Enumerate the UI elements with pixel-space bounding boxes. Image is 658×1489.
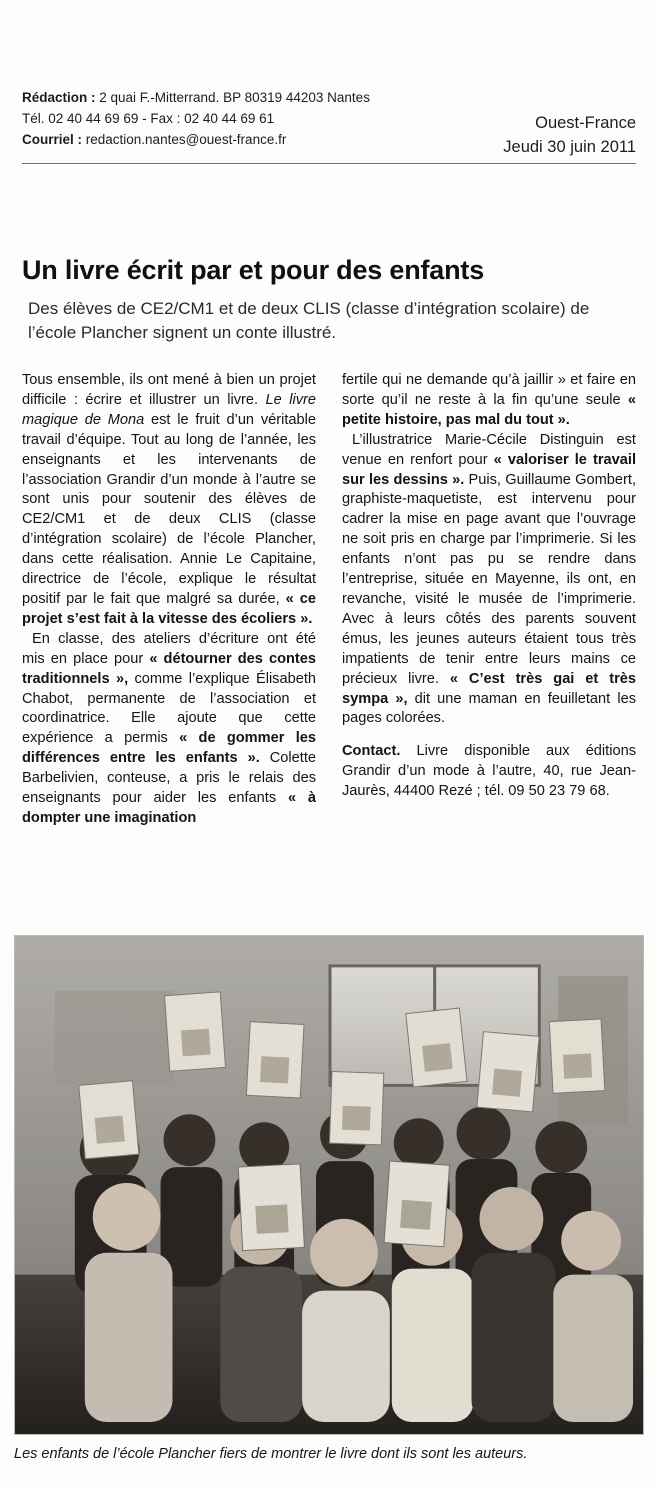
article-photo — [14, 935, 644, 1435]
courriel-value: redaction.nantes@ouest-france.fr — [82, 131, 287, 147]
paragraph — [342, 431, 636, 730]
article-standfirst: Des élèves de CE2/CM1 et de deux CLIS (classe d’intégration scolaire) de l’école Plancher signent un conte illustré. — [28, 299, 590, 343]
paragraph — [22, 630, 316, 829]
text-run: En classe, des ateliers d’écriture ont été mis en place pour — [22, 630, 316, 667]
quote-run: « valoriser le travail sur les dessins ». — [342, 451, 636, 488]
quote-run: « à dompter une imagination — [22, 790, 316, 826]
text-run: dit une maman en feuilletant les pages colorées. — [342, 690, 636, 727]
photo-illustration — [15, 936, 643, 1434]
text-run: Colette Barbelivien, conteuse, a pris le relais des enseignants pour aider les enfants — [22, 750, 317, 807]
contact-paragraph — [342, 742, 636, 802]
text-run: comme l’explique Élisabeth Chabot, permanente de l’association et coordinatrice. Elle ajoute que cette expérience a permis — [22, 670, 316, 747]
text-run: Puis, Guillaume Gombert, graphiste-maquetiste, est intervenu pour cadrer la mise en page avant que l’ouvrage ne soit pris en charge par l’imprimerie. Si les enfants n’ont pas pu se rendre dans l’entreprise, située en Mayenne, ils ont, en revanche, visité le musée de l’imprimerie. Avec à leurs côtés des parents souvent émus, les jeunes auteurs étaient tous très impatients de tenir entre leurs mains ce précieux livre. — [342, 471, 637, 687]
paper-name: Ouest-France — [535, 114, 636, 132]
redaction-label: Rédaction : — [22, 90, 96, 105]
masthead-contact-block — [22, 88, 370, 151]
text-run: est le fruit d’un véritable travail d’équipe. Tout au long de l’année, les enseignants et les intervenants de l’association Grandir d’un monde à l’autre se sont unis pour soutenir des élèves de CE2/CM1 et de deux CLIS (classe d’intégration scolaire) de l’école Plancher, dans cette réalisation. Annie Le Capitaine, directrice de l’école, explique le résultat positif par le fait que malgré sa durée, — [22, 411, 316, 607]
courriel-line — [22, 130, 370, 151]
redaction-line — [22, 88, 370, 109]
quote-run: « C’est très gai et très sympa », — [342, 670, 636, 707]
quote-run: « ce projet s’est fait à la vitesse des écoliers ». — [22, 590, 317, 627]
paragraph — [22, 371, 316, 630]
article-body — [22, 371, 636, 829]
text-run: L’illustratrice Marie-Cécile Distinguin est venue en renfort pour — [342, 431, 636, 468]
issue-date: Jeudi 30 juin 2011 — [503, 137, 636, 156]
tel-line: Tél. 02 40 44 69 69 - Fax : 02 40 44 69 61 — [22, 110, 275, 126]
photo-caption: Les enfants de l’école Plancher fiers de montrer le livre dont ils sont les auteurs. — [14, 1446, 528, 1462]
quote-run: « petite histoire, pas mal du tout ». — [342, 391, 636, 428]
redaction-value: 2 quai F.-Mitterrand. BP 80319 44203 Nantes — [95, 90, 370, 105]
article-column-2 — [342, 371, 636, 829]
article-column-1 — [22, 371, 316, 829]
paragraph — [342, 371, 636, 431]
book-title: Le livre magique de Mona — [22, 391, 316, 428]
page-title: Un livre écrit par et pour des enfants — [22, 255, 485, 285]
contact-label: Contact. — [342, 743, 401, 760]
masthead-title-block — [503, 88, 636, 160]
quote-run: « de gommer les différences entre les enfants ». — [22, 730, 316, 767]
contact-text: Livre disponible aux éditions Grandir d’un mode à l’autre, 40, rue Jean-Jaurès, 44400 Rezé ; tél. 09 50 23 79 68. — [342, 743, 636, 800]
masthead — [22, 88, 636, 160]
text-run: fertile qui ne demande qu’à jaillir » et faire en sorte qu’il ne reste à la fin qu’une seule — [342, 372, 636, 408]
text-run: Tous ensemble, ils ont mené à bien un projet difficile : écrire et illustrer un livre. — [22, 372, 316, 408]
courriel-label: Courriel : — [22, 131, 83, 147]
quote-run: « détourner des contes traditionnels », — [22, 650, 316, 687]
masthead-divider — [22, 163, 636, 164]
